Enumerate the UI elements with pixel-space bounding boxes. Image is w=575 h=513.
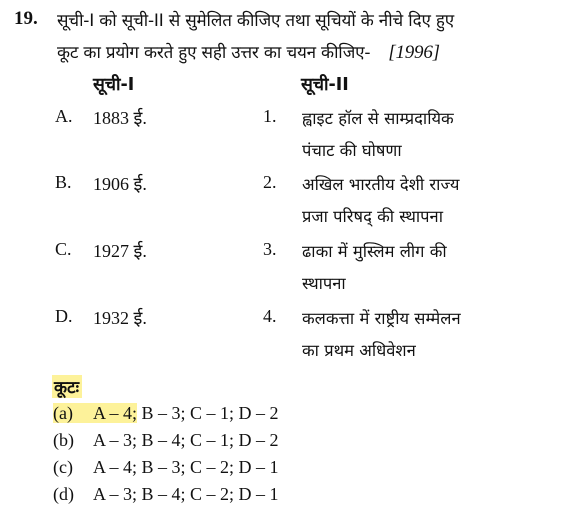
option-d[interactable] <box>53 484 279 505</box>
row-d-label: D. <box>55 306 73 326</box>
row-4-text-line-1: कलकत्ता में राष्ट्रीय सम्मेलन <box>302 309 461 328</box>
option-a-text-rest: B – 3; C – 1; D – 2 <box>137 403 279 423</box>
option-text: A – 3; B – 4; C – 1; D – 2 <box>93 430 279 450</box>
option-label: (a) <box>53 403 73 423</box>
option-text: A – 3; B – 4; C – 2; D – 1 <box>93 484 279 504</box>
option-text: A – 4; B – 3; C – 2; D – 1 <box>93 457 279 477</box>
row-4-number: 4. <box>263 306 277 326</box>
row-c-label: C. <box>55 239 72 259</box>
option-label: (d) <box>53 484 74 504</box>
option-b[interactable] <box>53 430 279 451</box>
row-2-text-line-1: अखिल भारतीय देशी राज्य <box>302 175 460 194</box>
row-b-year: 1906 ई. <box>93 174 147 194</box>
row-3-number: 3. <box>263 239 277 259</box>
option-label: (b) <box>53 430 74 450</box>
row-3-text-line-2: स्थापना <box>302 274 346 293</box>
option-c[interactable] <box>53 457 279 478</box>
question-text-line-2 <box>57 40 440 64</box>
option-a[interactable] <box>53 403 279 424</box>
option-a-highlight <box>53 403 137 423</box>
row-d-year: 1932 ई. <box>93 308 147 328</box>
row-1-text-line-2: पंचाट की घोषणा <box>302 141 402 160</box>
row-a-year: 1883 ई. <box>93 108 147 128</box>
question-number: 19. <box>14 8 38 29</box>
row-c-year: 1927 ई. <box>93 241 147 261</box>
row-1-text-line-1: ह्वाइट हॉल से साम्प्रदायिक <box>302 109 454 128</box>
exam-year-reference: [1996] <box>388 42 440 63</box>
question-text-line-1: सूची-I को सूची-II से सुमेलित कीजिए तथा सूचियों के नीचे दिए हुए <box>57 11 454 31</box>
row-2-text-line-2: प्रजा परिषद् की स्थापना <box>302 207 443 226</box>
list-2-header: सूची-II <box>301 75 349 95</box>
list-1-header: सूची-I <box>93 75 135 95</box>
option-label: (c) <box>53 457 73 477</box>
row-3-text-line-1: ढाका में मुस्लिम लीग की <box>302 242 447 261</box>
row-2-number: 2. <box>263 172 277 192</box>
question-text-line-2-text: कूट का प्रयोग करते हुए सही उत्तर का चयन कीजिए- <box>57 43 371 63</box>
row-a-label: A. <box>55 106 73 126</box>
option-a-text-highlighted: A – 4; <box>93 403 138 423</box>
row-b-label: B. <box>55 172 72 192</box>
key-title: कूटः <box>52 375 82 398</box>
row-1-number: 1. <box>263 106 277 126</box>
row-4-text-line-2: का प्रथम अधिवेशन <box>302 341 416 360</box>
